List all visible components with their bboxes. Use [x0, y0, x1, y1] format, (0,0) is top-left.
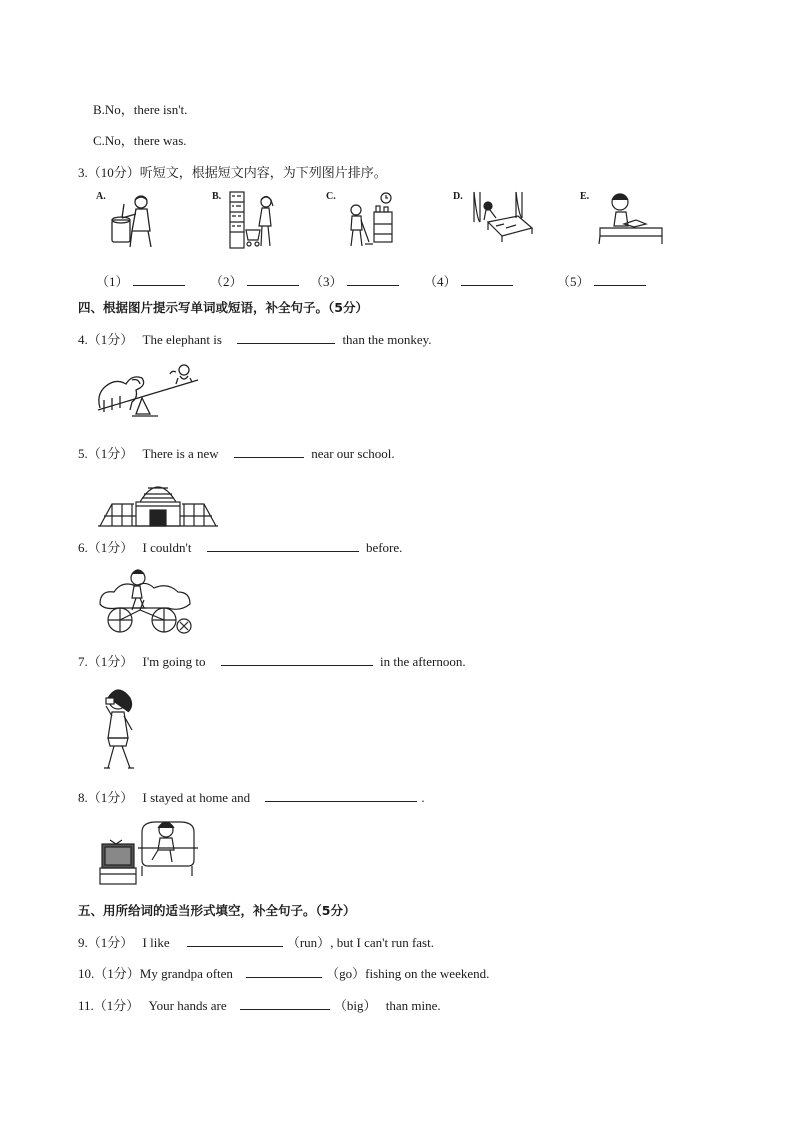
- picture-e-girl-at-desk: [596, 190, 666, 248]
- answer-blank[interactable]: [347, 273, 399, 286]
- answer-blank[interactable]: [461, 273, 513, 286]
- q3-letter-a: A.: [96, 191, 106, 202]
- picture-elephant-monkey-seesaw: [92, 360, 204, 426]
- q6: 6.（1分） I couldn't before.: [78, 540, 403, 555]
- picture-c-boy-mopping: [342, 190, 398, 250]
- answer-blank[interactable]: [265, 789, 417, 802]
- answer-blank[interactable]: [187, 934, 283, 947]
- q5: 5.（1分） There is a new near our school.: [78, 446, 395, 461]
- picture-girl-with-camera: [96, 686, 144, 772]
- picture-a-man-cooking: [108, 190, 158, 250]
- q4: 4.（1分） The elephant is than the monkey.: [78, 332, 432, 347]
- picture-boy-riding-bike-cross: [96, 568, 196, 638]
- picture-d-making-bed: [466, 190, 536, 248]
- q3-blank-5: （5）: [557, 271, 650, 290]
- q3-blank-4: （4）: [424, 271, 517, 290]
- answer-blank[interactable]: [237, 331, 335, 344]
- answer-blank[interactable]: [234, 445, 304, 458]
- q3-blank-2: （2）: [210, 271, 303, 290]
- q3-letter-b: B.: [212, 191, 222, 202]
- q11: 11.（1分） Your hands are （big） than mine.: [78, 998, 441, 1013]
- q3-blank-1: （1）: [96, 271, 189, 290]
- q10: 10.（1分）My grandpa often （go）fishing on the weekend.: [78, 966, 490, 981]
- answer-blank[interactable]: [246, 965, 322, 978]
- answer-blank[interactable]: [240, 997, 330, 1010]
- picture-b-woman-shopping: [226, 190, 278, 250]
- picture-building: [96, 472, 220, 528]
- q7: 7.（1分） I'm going to in the afternoon.: [78, 654, 466, 669]
- q8: 8.（1分） I stayed at home and .: [78, 790, 425, 805]
- option-c: C.No，there was.: [93, 133, 187, 148]
- q3-stem: 3.（10分）听短文，根据短文内容，为下列图片排序。: [78, 165, 387, 180]
- section-4-title: 四、根据图片提示写单词或短语，补全句子。（5分）: [78, 300, 368, 315]
- section-5-title: 五、用所给词的适当形式填空，补全句子。（5分）: [78, 903, 356, 918]
- answer-blank[interactable]: [133, 273, 185, 286]
- answer-blank[interactable]: [221, 653, 373, 666]
- answer-blank[interactable]: [207, 539, 359, 552]
- answer-blank[interactable]: [247, 273, 299, 286]
- answer-blank[interactable]: [594, 273, 646, 286]
- q3-letter-d: D.: [453, 191, 463, 202]
- q3-letter-c: C.: [326, 191, 336, 202]
- q3-letter-e: E.: [580, 191, 590, 202]
- q3-blank-3: （3）: [310, 271, 403, 290]
- picture-girl-watching-tv: [96, 814, 200, 888]
- option-b: B.No，there isn't.: [93, 102, 188, 117]
- q9: 9.（1分） I like （run）, but I can't run fast.: [78, 935, 434, 950]
